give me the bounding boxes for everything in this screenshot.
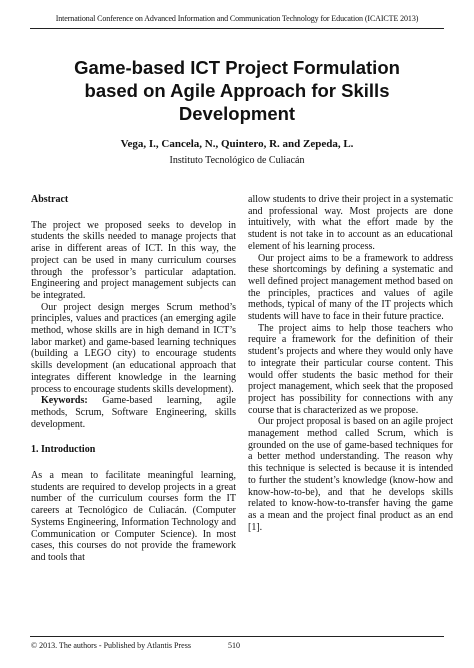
affiliation: Instituto Tecnológico de Culiacán	[169, 155, 305, 166]
paper-title	[40, 56, 434, 125]
keywords-text: Game-based learning, agile methods, Scrum, Software Engineering, skills development.	[31, 395, 236, 430]
keywords	[31, 395, 236, 430]
keywords-label: Keywords:	[41, 395, 88, 407]
body-paragraph-3: The project aims to help those teachers who require a framework for the definition of their student’s projects and where they would only have to integrate their particular course content. This would offer students the basic method for their project management, which seek that the proposed project has possibility for connections with any course that is characterized as we propose.	[248, 322, 453, 416]
copyright-notice: © 2013. The authors - Published by Atlantis Press	[31, 641, 191, 650]
introduction-paragraph-1: As a mean to facilitate meaningful learning, students are required to develop projects in a great number of the curriculum courses form the IT careers at Tecnológico de Culiacán. (Computer Systems Engineering, Information Technology and Communication or Computer Science). In most cases, this courses do not provide the framework and tools that	[31, 470, 236, 563]
abstract-paragraph-2: Our project design merges Scrum method’s principles, values and practices (an emerging agile method, whose skills are in high demand in ICT’s labor market) and game-based learning techniques (building a LEGO city) to encourage students skills development (an educational approach that integrates different knowledge in the learning process to encourage students skills development).	[31, 301, 236, 395]
body-paragraph-4: Our project proposal is based on an agile project management method called Scrum, which is grounded on the use of game-based techniques for a better method understanding. The reason why this technique is selected is because it is intended to further the student’s knowledge (know-how and know-how-to-be), and that he develops skills related to know-how-to-transfer having the game as a mean and the project final product as an end [1].	[248, 416, 453, 533]
header-rule	[30, 28, 444, 29]
title-line-2: based on Agile Approach for Skills	[84, 80, 390, 101]
title-line-3: Development	[178, 103, 296, 124]
abstract-paragraph-1: The project we proposed seeks to develop in students the skills needed to manage projects that arise in different areas of ICT. In this way, the project can be used in many curriculum courses through the professor’s particular adaptation. Engineering and project management subjects can be integrated.	[31, 219, 236, 301]
introduction-heading: 1. Introduction	[31, 444, 96, 456]
left-column	[31, 194, 236, 564]
page-number: 510	[228, 641, 240, 650]
right-column	[248, 194, 453, 533]
running-header: International Conference on Advanced Information and Communication Technology for Education (ICAICTE 2013)	[55, 14, 419, 23]
author-list: Vega, I., Cancela, N., Quintero, R. and Zepeda, L.	[120, 138, 354, 150]
abstract-heading: Abstract	[31, 194, 69, 205]
body-paragraph-1: allow students to drive their project in a systematic and professional way. Most projects are done intuitively, with what the effort made by the student is not take in to account as an educational element of his learning process.	[248, 194, 453, 252]
body-paragraph-2: Our project aims to be a framework to address these shortcomings by defining a systematic and well defined project management method based on the principles, practices and values of agile methods, typical of many of the IT projects which students will have to face in their future practice.	[248, 252, 453, 323]
title-line-1: Game-based ICT Project Formulation	[74, 57, 400, 78]
footer-rule	[30, 636, 444, 637]
